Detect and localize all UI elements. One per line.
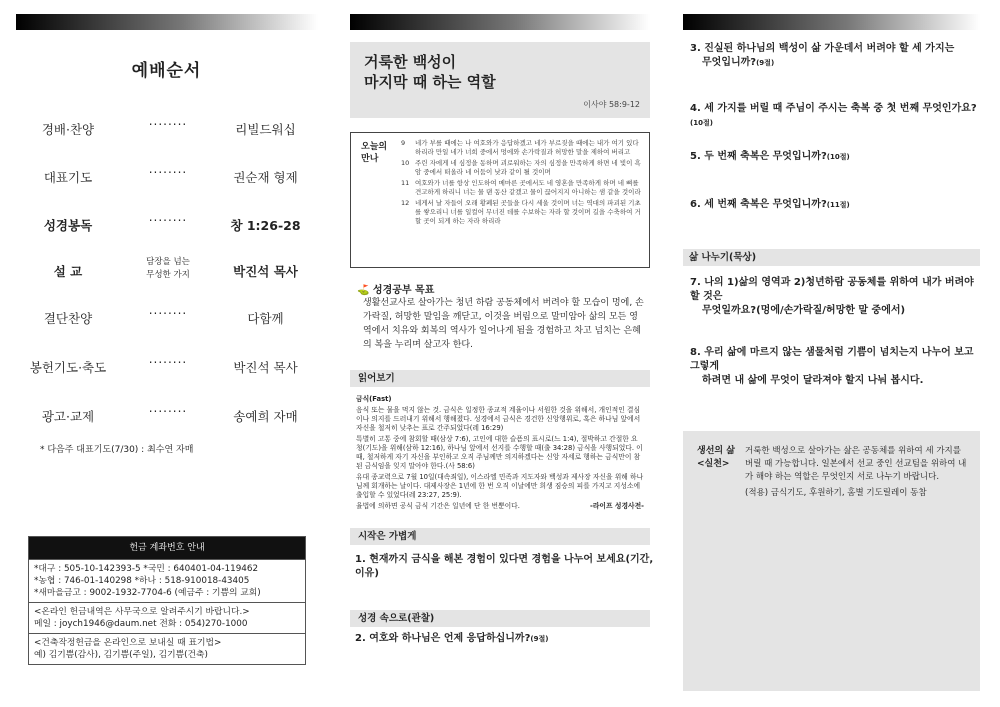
practice-box bbox=[683, 431, 980, 691]
verse-item bbox=[401, 139, 645, 157]
question-6 bbox=[690, 198, 980, 212]
study-title-line2: 마지막 때 하는 역할 bbox=[364, 73, 496, 91]
question-8-line2: 하려면 내 삶에 무엇이 달라져야 할지 나눠 봅시다. bbox=[702, 375, 924, 386]
order-row-sermon bbox=[18, 256, 318, 286]
fast-paragraph bbox=[356, 502, 644, 511]
practice-label bbox=[697, 445, 735, 471]
verse-item bbox=[401, 199, 645, 226]
verse-item bbox=[401, 159, 645, 177]
building-notice-title: <건축작정헌금을 온라인으로 보내실 때 표기법> bbox=[34, 638, 222, 648]
next-prayer-note: * 다음주 대표기도(7/30) : 최수연 자매 bbox=[40, 445, 194, 455]
order-row-hymn bbox=[18, 303, 318, 333]
fast-title: 금식(Fast) bbox=[356, 395, 392, 403]
verse-text: 네게서 날 자들이 오래 황폐된 곳들을 다시 세울 것이며 너는 역대의 파괴된 기초를 쌓으리니 너를 일컬어 무너진 데를 수보하는 자라 할 것이며 길을 수축하여 거할 곳이 되게 하는 자라 하리라 bbox=[415, 199, 641, 225]
verse-text: 여호와가 너를 항상 인도하여 메마른 곳에서도 네 영혼을 만족하게 하며 네 뼈를 견고하게 하리니 너는 물 댄 동산 같겠고 물이 끊어지지 아니하는 샘 같을 것이라 bbox=[415, 179, 641, 196]
order-item-person: 박진석 목사 bbox=[233, 264, 298, 279]
header-gradient-bar bbox=[16, 14, 318, 30]
bank-line: *대구 : 505-10-142393-5 *국민 : 640401-04-119462 bbox=[34, 564, 259, 574]
fast-definition bbox=[350, 391, 650, 517]
question-2 bbox=[355, 632, 655, 646]
order-row-offering bbox=[18, 352, 318, 382]
order-item-name: 광고·교제 bbox=[41, 409, 95, 424]
question-2-text: 2. 여호와 하나님은 언제 응답하십니까? bbox=[355, 633, 531, 644]
question-6-text: 6. 세 번째 축복은 무엇입니까? bbox=[690, 199, 827, 210]
question-4-text: 4. 세 가지를 버릴 때 주님이 주시는 축복 중 첫 번째 무엇인가요? bbox=[690, 103, 977, 114]
order-dots: ‧‧‧‧‧‧‧‧ bbox=[148, 405, 188, 419]
verse-number: 12 bbox=[401, 199, 410, 207]
observation-section-bar: 성경 속으로(관찰) bbox=[350, 610, 650, 627]
sermon-title-line1: 담장을 넘는 bbox=[146, 257, 190, 267]
bank-line: *새마을금고 : 9002-1932-7704-6 (예금주 : 기쁨의 교회) bbox=[34, 588, 261, 598]
question-5-ref: (10절) bbox=[826, 153, 850, 161]
order-item-person: 리빌드워십 bbox=[235, 122, 296, 137]
order-item-name: 봉헌기도·축도 bbox=[29, 360, 107, 375]
building-notice bbox=[29, 633, 305, 664]
question-7 bbox=[690, 276, 980, 318]
worship-order-panel bbox=[0, 0, 333, 707]
verse-number: 11 bbox=[401, 179, 410, 187]
online-notice-title: <온라인 헌금내역은 사무국으로 알려주시기 바랍니다.> bbox=[34, 607, 250, 617]
sharing-section-bar: 삶 나누기(묵상) bbox=[683, 249, 980, 266]
verse-number: 9 bbox=[401, 139, 406, 147]
order-item-person: 창 1:26-28 bbox=[230, 218, 301, 233]
verse-number: 10 bbox=[401, 159, 410, 167]
order-dots: ‧‧‧‧‧‧‧‧ bbox=[148, 356, 188, 370]
order-dots: ‧‧‧‧‧‧‧‧ bbox=[148, 307, 188, 321]
order-dots: ‧‧‧‧‧‧‧‧ bbox=[148, 214, 188, 228]
question-1: 1. 현재까지 금식을 해본 경험이 있다면 경험을 나누어 보세요(기간, 이유) bbox=[355, 554, 654, 579]
order-row-praise bbox=[18, 114, 318, 144]
order-row-scripture bbox=[18, 210, 318, 240]
worship-order-title: 예배순서 bbox=[131, 61, 202, 81]
practice-label-line2: <실천> bbox=[697, 459, 730, 469]
building-example: 예) 김기쁨(감사), 김기쁨(주일), 김기쁨(건축) bbox=[34, 650, 208, 660]
question-3-line1: 3. 진실된 하나님의 백성이 삶 가운데서 버려야 할 세 가지는 bbox=[690, 43, 955, 54]
study-title-box bbox=[350, 42, 650, 118]
order-item-person: 송예희 자매 bbox=[233, 409, 298, 424]
online-contact: 메일 : joych1946@daum.net 전화 : 054)270-1000 bbox=[34, 619, 248, 629]
question-7-line2: 무엇일까요?(멍에/손가락질/허망한 말 중에서) bbox=[702, 305, 906, 316]
order-item-person: 권순재 형제 bbox=[233, 170, 298, 185]
order-item-name: 결단찬양 bbox=[43, 311, 93, 326]
fast-source: -라이프 성경사전- bbox=[590, 502, 644, 510]
order-item-name: 대표기도 bbox=[43, 170, 93, 185]
study-title-line1: 거룩한 백성이 bbox=[364, 53, 457, 71]
question-5-text: 5. 두 번째 축복은 무엇입니까? bbox=[690, 151, 827, 162]
practice-application: (적용) 금식기도, 후원하기, 홈별 기도릴레이 동참 bbox=[745, 488, 927, 498]
daily-manna-label-line2: 만나 bbox=[361, 154, 379, 164]
question-8 bbox=[690, 346, 980, 388]
bible-study-panel bbox=[333, 0, 667, 707]
question-7-line1: 7. 나의 1)삶의 영역과 2)청년하람 공동체를 위하여 내가 버려야 할 것은 bbox=[690, 277, 974, 302]
reading-section-bar: 읽어보기 bbox=[350, 370, 650, 387]
start-section-bar: 시작은 가볍게 bbox=[350, 528, 650, 545]
bank-accounts bbox=[29, 559, 305, 602]
scripture-reference: 이사야 58:9-12 bbox=[583, 100, 640, 109]
bank-line: *농협 : 746-01-140298 *하나 : 518-910018-43405 bbox=[34, 576, 250, 586]
order-item-name: 경배·찬양 bbox=[41, 122, 95, 137]
order-item-person: 박진석 목사 bbox=[233, 360, 298, 375]
daily-manna-label bbox=[361, 141, 387, 165]
order-row-prayer bbox=[18, 162, 318, 192]
daily-manna-label-line1: 오늘의 bbox=[361, 142, 388, 152]
verse-text: 주린 자에게 네 심정을 동하며 괴로워하는 자의 심정을 만족하게 하면 네 빛이 흑암 중에서 떠올라 네 어둠이 낮과 같이 될 것이며 bbox=[415, 159, 641, 176]
header-gradient-bar bbox=[350, 14, 650, 30]
question-3-ref: (9절) bbox=[756, 59, 775, 67]
question-3-line2-text: 무엇입니까? bbox=[702, 57, 757, 68]
verse-text: 네가 부를 때에는 나 여호와가 응답하겠고 네가 부르짖을 때에는 내가 여기 있다 하리라 만일 네가 너희 중에서 멍에와 손가락질과 허망한 말을 제하여 버리고 bbox=[415, 139, 639, 156]
fast-paragraph: 특별히 고통 중에 참회할 때(삼상 7:6), 고인에 대한 슬픔의 표시로(느 1:4), 절박하고 간절한 요청(기도)을 위해(삼하 12:16), 하나님 앞에서 선지를 수행할 때(출 34:28) 금식을 사행되었다. 이때, 철저하게 자기 자신을 부인하고 오직 주님께만 의지하겠다는 신앙 자세로 행하는 금식만이 참된 금식임을 잊지 말아야 한다.(사 58:6) bbox=[356, 435, 643, 470]
study-goal-text: 생활선교사로 살아가는 청년 하람 공동체에서 버려야 할 모습이 멍에, 손가락질, 허망한 말임을 깨닫고, 이것을 버림으로 말미암아 삶의 모든 영역에서 치유와 회복의 역사가 일어나게 됨을 경험하고 차고 넘치는 은혜의 복을 누리며 살고자 한다. bbox=[363, 298, 644, 350]
practice-label-line1: 생선의 삶 bbox=[697, 446, 735, 456]
daily-manna-box bbox=[350, 132, 650, 268]
order-item-name: 설 교 bbox=[53, 264, 83, 279]
bank-account-box bbox=[28, 536, 306, 665]
order-item-name: 성경봉독 bbox=[43, 218, 93, 233]
question-8-line1: 8. 우리 삶에 마르지 않는 샘물처럼 기쁨이 넘치는지 나누어 보고 그렇게 bbox=[690, 347, 974, 372]
verse-item bbox=[401, 179, 645, 197]
fast-paragraph: 유대 종교력으로 7월 10일(대속죄일), 이스라엘 민족과 지도자와 백성과 제사장 자신을 위해 하나님께 회개하는 날이다. 대제사장은 1년에 한 번 오직 이날에만 희생 짐승의 피를 가지고 지성소에 출입할 수 있었다(레 23:27, 25:9). bbox=[356, 473, 644, 499]
bank-header: 헌금 계좌번호 안내 bbox=[29, 537, 305, 559]
question-3 bbox=[690, 42, 980, 70]
order-row-announce bbox=[18, 401, 318, 431]
question-5 bbox=[690, 150, 980, 164]
header-gradient-bar bbox=[683, 14, 980, 30]
question-6-ref: (11절) bbox=[826, 201, 850, 209]
sermon-title bbox=[130, 256, 206, 282]
practice-text: 거룩한 백성으로 살아가는 삶은 공동체를 위하여 세 가지를 버릴 때 가능합니다. 일본에서 선교 중인 선교팀을 위하여 내가 해야 하는 역할은 무엇인지 서로 나누기 바랍니다. bbox=[745, 446, 967, 482]
sermon-title-line2: 무성한 가지 bbox=[146, 270, 190, 280]
question-4-ref: (10절) bbox=[690, 119, 713, 127]
question-3-line2 bbox=[690, 56, 980, 70]
order-dots: ‧‧‧‧‧‧‧‧ bbox=[148, 166, 188, 180]
verse-list bbox=[401, 139, 645, 228]
question-2-ref: (9절) bbox=[530, 635, 549, 643]
question-4 bbox=[690, 102, 980, 130]
fast-paragraph: 음식 또는 물을 먹지 않는 것. 금식은 일정한 종교적 계율이나 서원한 것을 위해서, 개인적인 결심이나 의지를 드러내기 위해서 행해졌다. 성경에서 금식은 경건한 신앙행위로, 혹은 하나님 앞에서 자신을 철저히 낮추는 표로 간주되었다(레 16:29) bbox=[356, 406, 641, 432]
order-dots: ‧‧‧‧‧‧‧‧ bbox=[148, 118, 188, 132]
fast-paragraph-last: 율법에 의하면 공식 금식 기간은 일년에 단 한 번뿐이다. bbox=[356, 502, 520, 510]
order-item-person: 다함께 bbox=[247, 311, 284, 326]
study-goal-title: ⛳ 성경공부 목표 bbox=[357, 285, 435, 296]
online-notice bbox=[29, 602, 305, 633]
